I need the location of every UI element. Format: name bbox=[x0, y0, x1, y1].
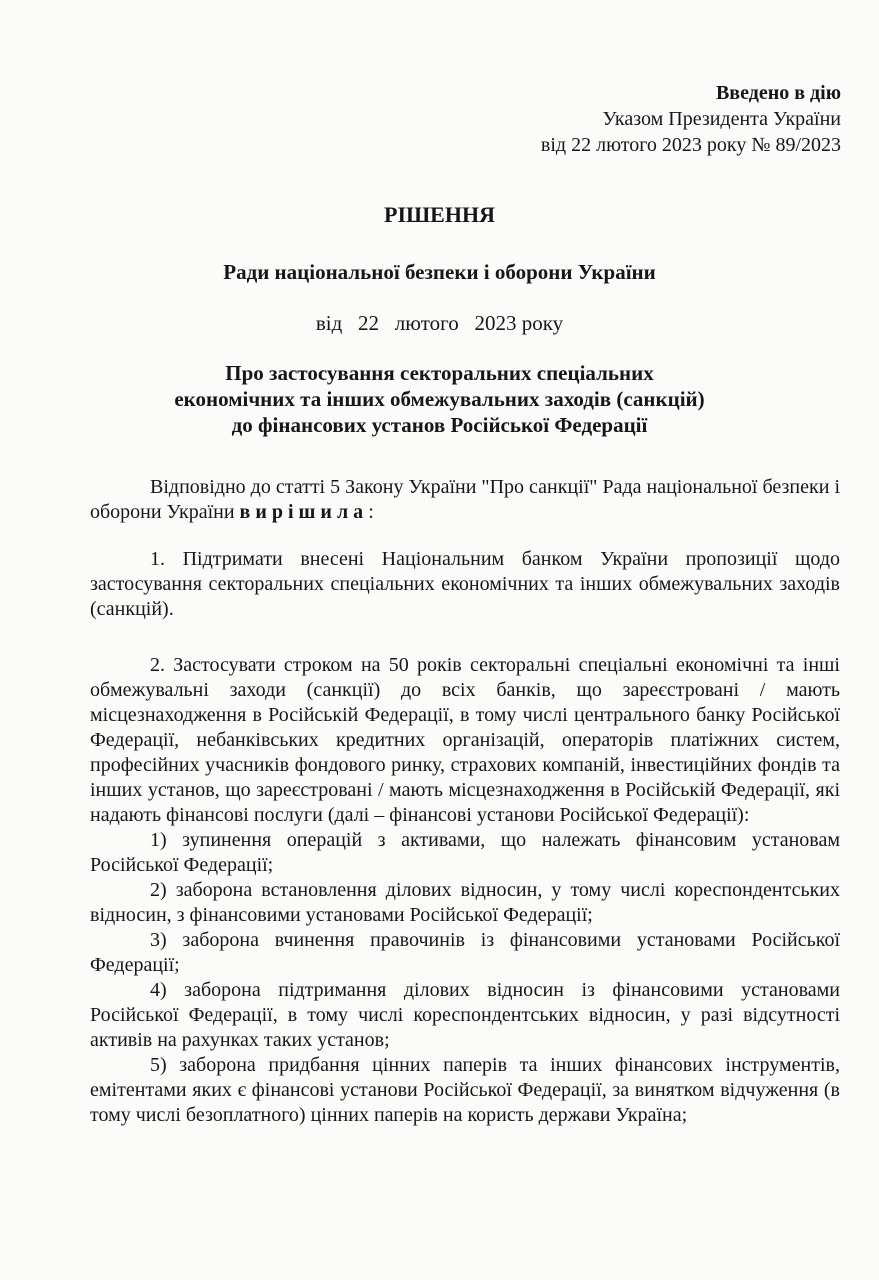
point-1-paragraph bbox=[90, 547, 840, 622]
decision-date: від 22 лютого 2023 року bbox=[315, 311, 564, 335]
sub-item-5: 5) заборона придбання цінних паперів та інших фінансових інструментів, емітентами яких є фінансові установи Російської Федерації, за винятком відчуження (в тому числі безоплатного) цінних паперів на користь держави Україна; bbox=[90, 1054, 840, 1126]
stamp-line-date: від 22 лютого 2023 року № 89/2023 bbox=[540, 134, 841, 156]
preamble-decided: вирішила bbox=[239, 501, 369, 523]
sub-item-1: 1) зупинення операцій з активами, що належать фінансовим установам Російської Федерації; bbox=[90, 829, 840, 876]
issuer-heading: Ради національної безпеки і оборони України bbox=[223, 260, 656, 284]
preamble-colon: : bbox=[368, 501, 374, 523]
preamble bbox=[90, 475, 840, 525]
subject-line-1: Про застосування секторальних спеціальних bbox=[225, 361, 654, 385]
point-1: 1. Підтримати внесені Національним банком України пропозиції щодо застосування секторальних спеціальних економічних та інших обмежувальних заходів (санкцій). bbox=[90, 548, 840, 620]
sub-item-4: 4) заборона підтримання ділових відносин із фінансовими установами Російської Федерації, в тому числі кореспондентських відносин, у разі відсутності активів на рахунках таких установ; bbox=[90, 979, 840, 1051]
subject-line-3: до фінансових установ Російської Федерації bbox=[231, 413, 648, 437]
sub-item-3: 3) заборона вчинення правочинів із фінансовими установами Російської Федерації; bbox=[90, 929, 840, 976]
point-2-block bbox=[90, 653, 840, 1128]
stamp-line-enacted: Введено в дію bbox=[715, 82, 841, 104]
enactment-stamp bbox=[541, 80, 841, 158]
stamp-line-decree: Указом Президента України bbox=[602, 108, 841, 130]
point-2: 2. Застосувати строком на 50 років секторальні спеціальні економічні та інші обмежувальні заходи (санкції) до всіх банків, що зареєстровані / мають місцезнаходження в Російській Федерації, в тому числі центрального банку Російської Федерації, небанківських кредитних організацій, операторів платіжних систем, професійних учасників фондового ринку, страхових компаній, інвестиційних фондів та інших установ, що зареєстровані / мають місцезнаходження в Російській Федерації, які надають фінансові послуги (далі – фінансові установи Російської Федерації): bbox=[90, 654, 840, 826]
subject-line-2: економічних та інших обмежувальних заходів (санкцій) bbox=[174, 387, 705, 411]
sub-item-2: 2) заборона встановлення ділових відносин, у тому числі кореспондентських відносин, з фінансовими установами Російської Федерації; bbox=[90, 879, 840, 926]
document-type-heading: РІШЕННЯ bbox=[384, 202, 495, 227]
preamble-paragraph bbox=[90, 475, 840, 525]
subject-heading bbox=[0, 360, 879, 438]
preamble-text: Відповідно до статті 5 Закону України "Про санкції" Рада національної безпеки і оборони України bbox=[90, 476, 840, 523]
